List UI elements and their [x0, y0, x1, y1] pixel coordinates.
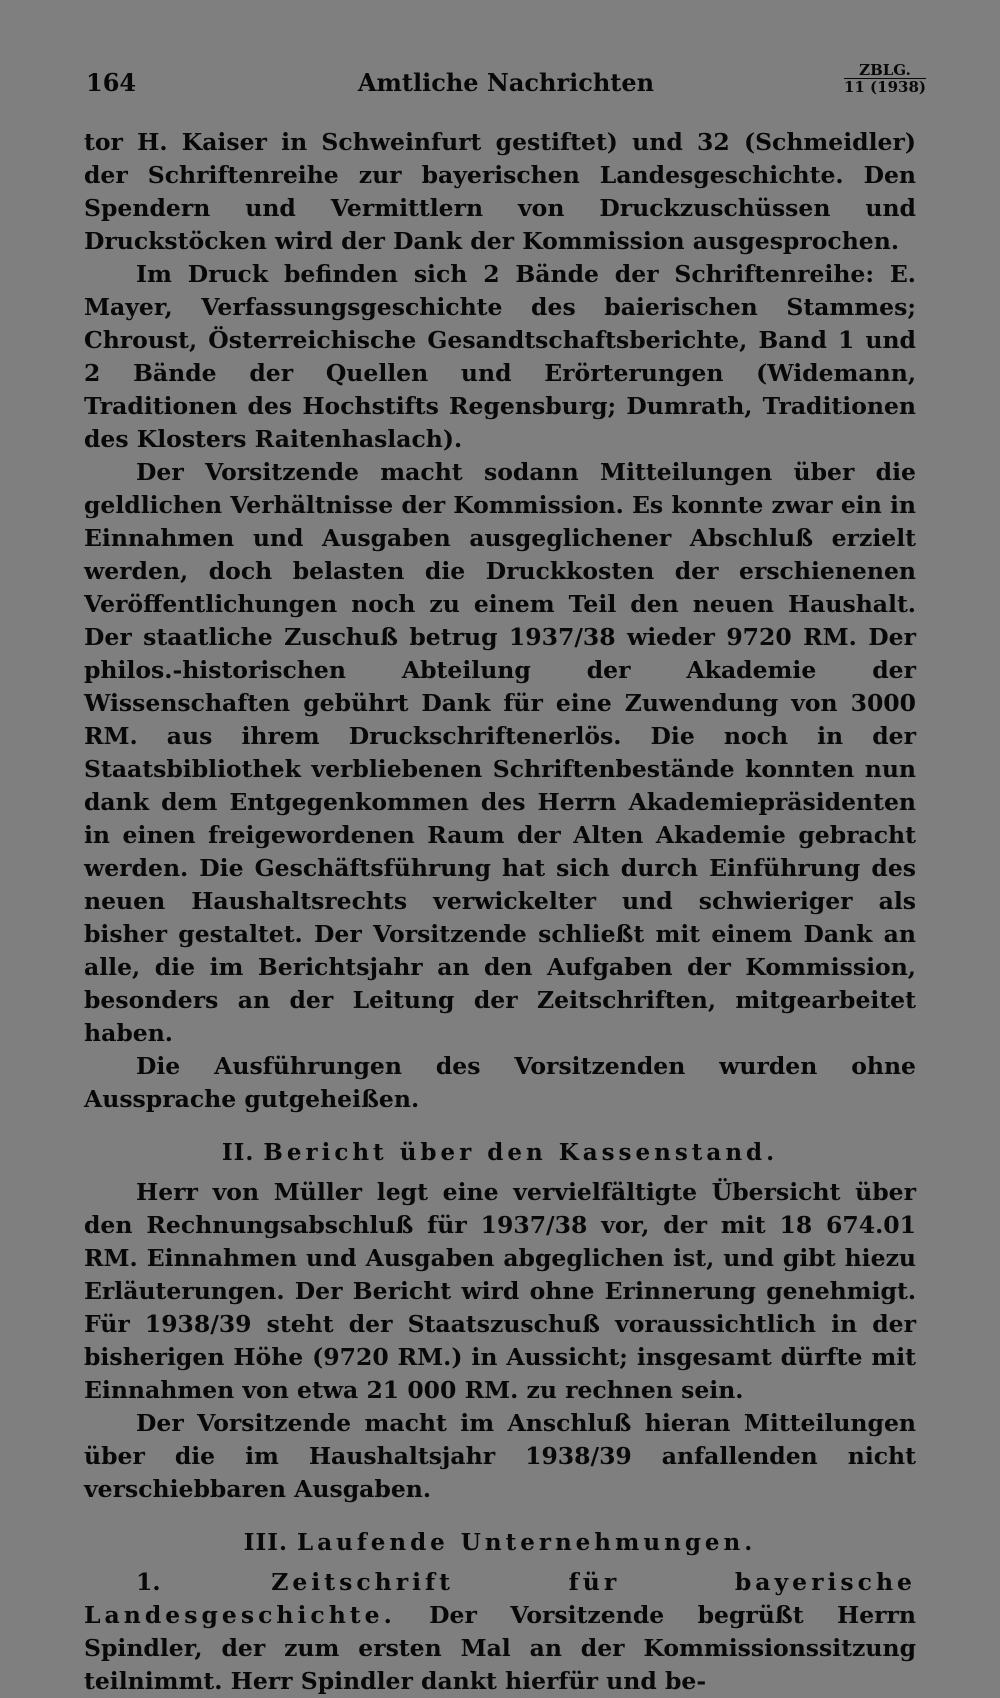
- paragraph: Der Vorsitzende macht im Anschluß hieran Mitteilungen über die im Haushaltsjahr 1938/39 anfallenden nicht verschiebbaren Ausgaben.: [84, 1409, 916, 1503]
- paragraph: Die Ausführungen des Vorsitzenden wurden ohne Aussprache gutgeheißen.: [84, 1052, 916, 1113]
- body-text: [84, 126, 916, 1698]
- page-number: 164: [86, 68, 137, 97]
- paragraph: Der Vorsitzende macht sodann Mitteilungen über die geldlichen Verhältnisse der Kommission. Es konnte zwar ein in Einnahmen und Ausgaben ausgeglichener Abschluß erzielt werden, doch belasten die Druckkosten der erschienenen Veröffentlichungen noch zu einem Teil den neuen Haushalt. Der staatliche Zuschuß betrug 1937/38 wieder 9720 RM. Der philos.-historischen Abteilung der Akademie der Wissenschaften gebührt Dank für eine Zuwendung von 3000 RM. aus ihrem Druckschriftenerlös. Die noch in der Staatsbibliothek verbliebenen Schriftenbestände konnten nun dank dem Entgegenkommen des Herrn Akademiepräsidenten in einen freigewordenen Raum der Alten Akademie gebracht werden. Die Geschäftsführung hat sich durch Einführung des neuen Haushaltsrechts verwickelter und schwieriger als bisher gestaltet. Der Vorsitzende schließt mit einem Dank an alle, die im Berichtsjahr an den Aufgaben der Kommission, besonders an der Leitung der Zeitschriften, mitgearbeitet haben.: [84, 458, 916, 1047]
- section-title: Laufende Unternehmungen.: [297, 1529, 757, 1556]
- section-number: III.: [243, 1529, 289, 1556]
- item-title: Zeitschrift für bayerische Landesgeschichte.: [84, 1568, 917, 1629]
- running-title: Amtliche Nachrichten: [357, 68, 655, 97]
- journal-abbreviation: ZBLG.: [844, 62, 926, 79]
- journal-reference: [844, 62, 926, 95]
- paragraph-item: [84, 1566, 916, 1698]
- section-heading-unternehmungen: [84, 1526, 916, 1559]
- section-title: Bericht über den Kassenstand.: [263, 1139, 779, 1166]
- section-heading-kassenstand: [84, 1136, 916, 1169]
- journal-volume: 11 (1938): [843, 78, 926, 96]
- paragraph: Im Druck befinden sich 2 Bände der Schriftenreihe: E. Mayer, Verfassungsgeschichte des baierischen Stammes; Chroust, Österreichische Gesandtschaftsberichte, Band 1 und 2 Bände der Quellen und Erörterungen (Widemann, Traditionen des Hochstifts Regensburg; Dumrath, Traditionen des Klosters Raitenhaslach).: [84, 260, 916, 453]
- paragraph-continued: tor H. Kaiser in Schweinfurt gestiftet) und 32 (Schmeidler) der Schriftenreihe zur bayerischen Landesgeschichte. Den Spendern und Vermittlern von Druckzuschüssen und Druckstöcken wird der Dank der Kommission ausgesprochen.: [84, 128, 916, 255]
- section-number: II.: [221, 1139, 255, 1166]
- item-number: 1.: [136, 1568, 161, 1596]
- item-text: Der Vorsitzende begrüßt Herrn Spindler, der zum ersten Mal an der Kommissionssitzung teilnimmt. Herr Spindler dankt hierfür und be-: [84, 1601, 916, 1695]
- page-header: [86, 62, 926, 102]
- paragraph: Herr von Müller legt eine vervielfältigte Übersicht über den Rechnungsabschluß für 1937/38 vor, der mit 18 674.01 RM. Einnahmen und Ausgaben abgeglichen ist, und gibt hiezu Erläuterungen. Der Bericht wird ohne Erinnerung genehmigt. Für 1938/39 steht der Staatszuschuß voraussichtlich in der bisherigen Höhe (9720 RM.) in Aussicht; insgesamt dürfte mit Einnahmen von etwa 21 000 RM. zu rechnen sein.: [84, 1178, 916, 1404]
